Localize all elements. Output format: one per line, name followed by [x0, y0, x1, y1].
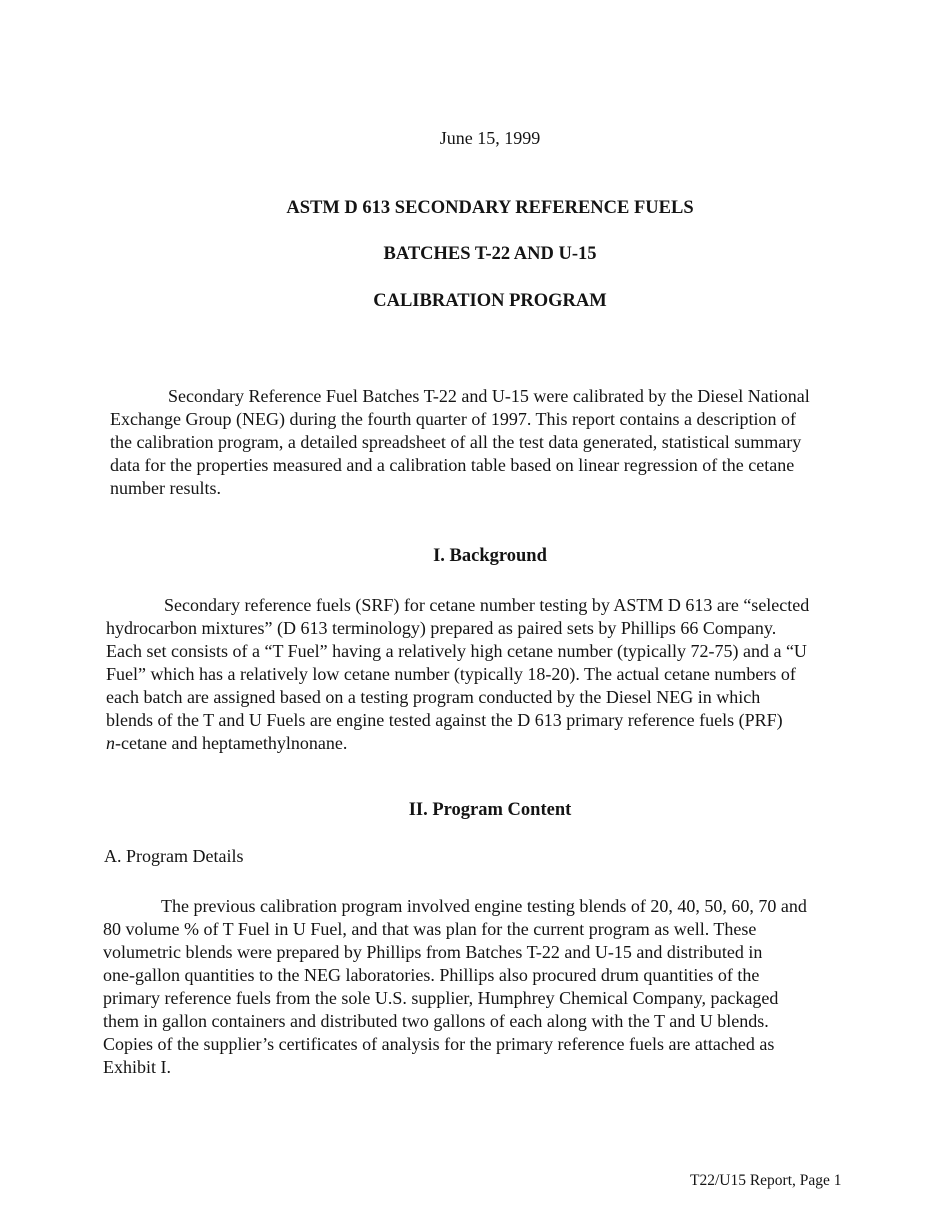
n-prefix-italic: n — [106, 733, 115, 753]
program-line: volumetric blends were prepared by Phillips from Batches T-22 and U-15 and distributed in — [103, 942, 763, 962]
program-line: Copies of the supplier’s certificates of analysis for the primary reference fuels are attached as — [103, 1034, 775, 1054]
background-line: Fuel” which has a relatively low cetane number (typically 18-20). The actual cetane numbers of — [106, 664, 796, 684]
intro-line: Secondary Reference Fuel Batches T-22 and U-15 were calibrated by the Diesel National — [168, 386, 810, 406]
program-line: them in gallon containers and distributed two gallons of each along with the T and U blends. — [103, 1011, 769, 1031]
page-footer: T22/U15 Report, Page 1 — [690, 1172, 842, 1189]
background-line: blends of the T and U Fuels are engine tested against the D 613 primary reference fuels (PRF) — [106, 710, 783, 730]
program-details-subheading: A. Program Details — [104, 846, 244, 866]
document-date: June 15, 1999 — [439, 128, 541, 148]
intro-line: data for the properties measured and a calibration table based on linear regression of the cetane — [110, 455, 795, 475]
title-line-2: BATCHES T-22 AND U-15 — [383, 244, 597, 264]
intro-paragraph — [110, 385, 862, 500]
program-line: one-gallon quantities to the NEG laboratories. Phillips also procured drum quantities of the — [103, 965, 760, 985]
background-line-rest: -cetane and heptamethylnonane. — [115, 733, 348, 753]
background-line-last — [106, 732, 866, 755]
intro-line: number results. — [110, 478, 221, 498]
background-line: each batch are assigned based on a testing program conducted by the Diesel NEG in which — [106, 687, 761, 707]
program-details-paragraph — [103, 895, 863, 1079]
background-heading: I. Background — [433, 546, 547, 566]
background-line: hydrocarbon mixtures” (D 613 terminology) prepared as paired sets by Phillips 66 Company. — [106, 618, 777, 638]
background-line: Each set consists of a “T Fuel” having a relatively high cetane number (typically 72-75) and a “U — [106, 641, 807, 661]
program-line: primary reference fuels from the sole U.S. supplier, Humphrey Chemical Company, packaged — [103, 988, 779, 1008]
program-line: 80 volume % of T Fuel in U Fuel, and that was plan for the current program as well. These — [103, 919, 757, 939]
program-content-heading: II. Program Content — [408, 800, 572, 820]
intro-line: Exchange Group (NEG) during the fourth quarter of 1997. This report contains a description of — [110, 409, 796, 429]
intro-line: the calibration program, a detailed spreadsheet of all the test data generated, statistical summary — [110, 432, 802, 452]
background-line: Secondary reference fuels (SRF) for cetane number testing by ASTM D 613 are “selected — [164, 595, 810, 615]
program-line: Exhibit I. — [103, 1057, 171, 1077]
background-paragraph — [106, 594, 866, 755]
program-line: The previous calibration program involved engine testing blends of 20, 40, 50, 60, 70 and — [161, 896, 807, 916]
title-line-3: CALIBRATION PROGRAM — [373, 291, 607, 311]
title-line-1: ASTM D 613 SECONDARY REFERENCE FUELS — [286, 198, 694, 218]
